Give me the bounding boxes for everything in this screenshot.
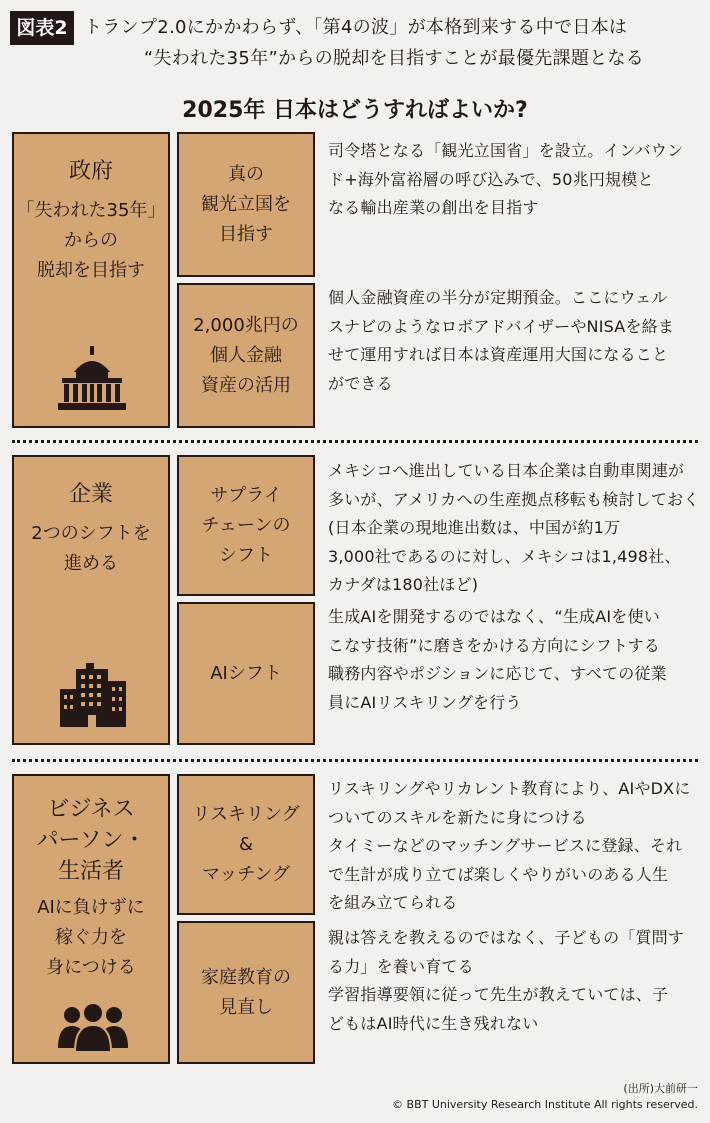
category-box-government — [12, 132, 170, 428]
diagram-subtitle: 2025年 日本はどうすればよいか? — [182, 98, 528, 123]
item-label: 2,000兆円の 個人金融 資産の活用 — [193, 314, 299, 396]
category-title-line: ビジネス — [47, 797, 135, 822]
category-sub-line: AIに負けずに — [37, 897, 145, 918]
item-label: AIシフト — [210, 662, 282, 684]
copyright-line: © BBT University Research Institute All rights reserved. — [392, 1098, 698, 1111]
item-box-ai-shift — [177, 602, 315, 745]
category-box-business-persons — [12, 774, 170, 1064]
category-sub-line: 「失われた35年」 — [16, 200, 166, 221]
category-title — [14, 794, 168, 887]
source-credit — [392, 1081, 698, 1113]
category-sub-line: 2つのシフトを — [31, 523, 151, 544]
category-title: 政府 — [68, 159, 113, 184]
item-label: サプライ チェーンの シフト — [201, 484, 291, 566]
category-sub-line: からの — [64, 230, 118, 251]
category-sub-line: 進める — [64, 553, 118, 574]
category-subtitle — [14, 893, 168, 983]
item-box-supply-chain — [177, 455, 315, 596]
item-label: リスキリング & マッチング — [192, 803, 300, 885]
section-divider — [12, 759, 698, 762]
people-group-icon — [58, 1002, 128, 1052]
figure-badge: 図表2 — [10, 11, 74, 45]
category-title-line: 生活者 — [57, 859, 124, 884]
category-title: 企業 — [68, 482, 113, 507]
section-divider — [12, 440, 698, 443]
capitol-building-icon — [58, 346, 126, 410]
heading-line-2: “失われた35年”からの脱却を目指すことが最優先課題となる — [143, 48, 645, 69]
item-description: 司令塔となる「観光立国省」を設立。インバウン ド+海外富裕層の呼び込みで、50兆円規模と なる輸出産業の創出を目指す — [328, 141, 684, 217]
item-description: 親は答えを教えるのではなく、子どもの「質問す る力」を養い育てる 学習指導要領に従って先生が教えていては、子 どもはAI時代に生き残れない — [328, 928, 685, 1033]
category-sub-line: 身につける — [46, 957, 136, 978]
office-buildings-icon — [58, 663, 128, 727]
item-description: 生成AIを開発するのではなく、“生成AIを使い こなす技術”に磨きをかける方向にシフトする 職務内容やポジションに応じて、すべての従業 員にAIリスキリングを行う — [328, 607, 667, 712]
category-sub-line: 脱却を目指す — [37, 260, 145, 281]
item-label: 真の 観光立国を 目指す — [201, 163, 291, 245]
item-box-tourism — [177, 132, 315, 277]
item-box-home-education — [177, 921, 315, 1064]
item-label: 家庭教育の 見直し — [201, 966, 291, 1018]
item-description: リスキリングやリカレント教育により、AIやDXに ついてのスキルを新たに身につける タイミーなどのマッチングサービスに登録、それ で生計が成り立てば楽しくやりがいのある人生 を組み立てられる — [328, 779, 691, 912]
item-description: メキシコへ進出している日本企業は自動車関連が 多いが、アメリカへの生産拠点移転も検討しておく (日本企業の現地進出数は、中国が約1万 3,000社であるのに対し、メキシコは1,498社、 カナダは180社ほど) — [328, 461, 700, 594]
heading-line-1: トランプ2.0にかかわらず、「第4の波」が本格到来する中で日本は — [84, 17, 628, 38]
category-title-line: パーソン・ — [36, 828, 146, 853]
category-subtitle — [14, 519, 168, 579]
item-box-reskilling-matching — [177, 774, 315, 915]
item-box-personal-assets — [177, 283, 315, 428]
source-line: (出所)大前研一 — [623, 1082, 698, 1095]
figure-heading — [84, 12, 704, 74]
category-subtitle — [14, 196, 168, 286]
category-sub-line: 稼ぐ力を — [55, 927, 127, 948]
category-box-companies — [12, 455, 170, 745]
item-description: 個人金融資産の半分が定期預金。ここにウェル スナビのようなロボアドバイザーやNISAを絡ま せて運用すれば日本は資産運用大国になること ができる — [328, 288, 675, 393]
